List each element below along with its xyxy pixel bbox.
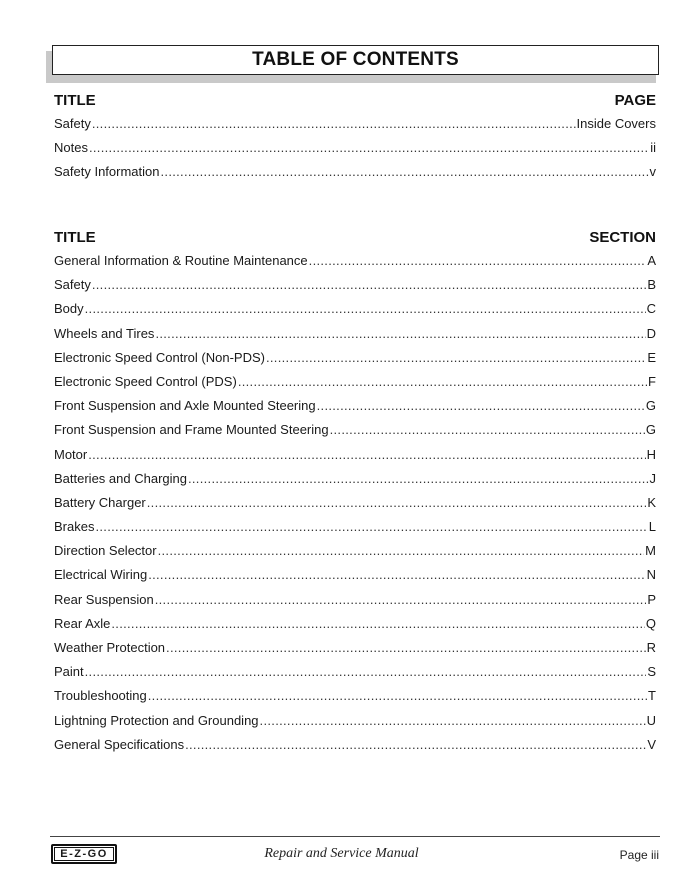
dot-leader <box>266 350 646 365</box>
toc-entry[interactable] <box>54 140 656 164</box>
toc-entry[interactable] <box>54 116 656 140</box>
front-matter-header <box>54 92 656 109</box>
toc-entry-label: Electronic Speed Control (Non-PDS) <box>54 349 265 365</box>
toc-entry-label: Wheels and Tires <box>54 325 155 341</box>
ezgo-logo-text: E-Z-GO <box>54 847 114 861</box>
dot-leader <box>188 471 649 486</box>
toc-entry[interactable] <box>54 277 656 301</box>
dot-leader <box>158 543 645 558</box>
dot-leader <box>185 737 646 752</box>
dot-leader <box>148 688 647 703</box>
toc-entry[interactable] <box>54 592 656 616</box>
toc-entry-ref: F <box>648 373 656 389</box>
toc-entry[interactable] <box>54 737 656 761</box>
toc-entry[interactable] <box>54 326 656 350</box>
toc-entry-ref: C <box>646 301 656 317</box>
toc-entry-ref: ii <box>650 140 656 156</box>
toc-entry-label: Electrical Wiring <box>54 567 148 583</box>
toc-entry[interactable] <box>54 253 656 277</box>
toc-entry-ref: R <box>646 640 656 655</box>
toc-entry-ref: T <box>648 688 656 704</box>
toc-entry-label: Motor <box>54 446 88 462</box>
sections-list <box>54 253 656 761</box>
toc-entry[interactable] <box>54 519 656 543</box>
page-number: Page iii <box>619 848 659 862</box>
toc-entry-label: Rear Axle <box>54 615 111 631</box>
toc-entry-label: Battery Charger <box>54 494 146 510</box>
dot-leader <box>317 398 645 413</box>
toc-entry-label: Electronic Speed Control (PDS) <box>54 373 237 389</box>
toc-entry-ref: S <box>647 664 656 680</box>
manual-title: Repair and Service Manual <box>264 846 419 861</box>
column-header-page: PAGE <box>614 92 656 109</box>
toc-entry[interactable] <box>54 543 656 567</box>
toc-entry-label: General Information & Routine Maintenance <box>54 253 308 268</box>
toc-entry-ref: E <box>647 349 656 365</box>
toc-entry-ref: D <box>646 325 656 341</box>
toc-entry-ref: B <box>647 277 656 293</box>
dot-leader <box>147 495 647 510</box>
toc-entry-label: Body <box>54 301 84 317</box>
toc-entry-label: Direction Selector <box>54 543 157 559</box>
toc-entry-ref: Inside Covers <box>576 116 656 131</box>
toc-entry-label: Front Suspension and Frame Mounted Steering <box>54 422 329 438</box>
toc-entry-label: Brakes <box>54 519 95 535</box>
toc-entry[interactable] <box>54 301 656 325</box>
toc-entry[interactable] <box>54 713 656 737</box>
toc-entry-label: Batteries and Charging <box>54 470 187 486</box>
toc-entry-ref: K <box>647 494 656 510</box>
toc-entry-label: Weather Protection <box>54 640 166 655</box>
toc-entry-ref: H <box>646 446 656 462</box>
toc-entry-label: Safety <box>54 116 91 131</box>
toc-entry-ref: N <box>646 567 656 583</box>
toc-entry[interactable] <box>54 495 656 519</box>
dot-leader <box>148 567 645 582</box>
toc-entry-label: Troubleshooting <box>54 688 147 704</box>
dot-leader <box>161 164 649 179</box>
toc-entry[interactable] <box>54 422 656 446</box>
column-header-title: TITLE <box>54 92 96 109</box>
toc-entry[interactable] <box>54 164 656 188</box>
page-title: TABLE OF CONTENTS <box>252 49 459 70</box>
dot-leader <box>155 592 647 607</box>
toc-entry-ref: G <box>645 398 656 414</box>
toc-entry[interactable] <box>54 471 656 495</box>
dot-leader <box>85 301 646 316</box>
column-header-title: TITLE <box>54 229 96 246</box>
toc-entry-ref: P <box>647 591 656 607</box>
toc-entry[interactable] <box>54 616 656 640</box>
toc-entry-ref: U <box>646 712 656 728</box>
toc-entry-label: Front Suspension and Axle Mounted Steering <box>54 398 316 414</box>
toc-entry[interactable] <box>54 664 656 688</box>
dot-leader <box>155 326 645 341</box>
dot-leader <box>95 519 647 534</box>
toc-entry[interactable] <box>54 640 656 664</box>
dot-leader <box>88 447 645 462</box>
toc-entry[interactable] <box>54 688 656 712</box>
column-header-section: SECTION <box>589 229 656 246</box>
dot-leader <box>238 374 647 389</box>
dot-leader <box>330 422 645 437</box>
toc-entry-label: Notes <box>54 140 88 156</box>
toc-entry[interactable] <box>54 350 656 374</box>
toc-entry[interactable] <box>54 447 656 471</box>
toc-entry-label: General Specifications <box>54 736 185 752</box>
dot-leader <box>92 277 646 292</box>
dot-leader <box>260 713 646 728</box>
toc-entry[interactable] <box>54 374 656 398</box>
toc-entry-label: Paint <box>54 664 84 680</box>
dot-leader <box>111 616 645 631</box>
footer-divider <box>50 836 660 837</box>
toc-entry-label: Safety <box>54 277 91 293</box>
toc-entry-ref: v <box>649 164 656 180</box>
dot-leader <box>166 640 646 655</box>
dot-leader <box>92 116 576 131</box>
front-matter-list <box>54 116 656 189</box>
toc-entry-ref: A <box>647 253 656 268</box>
toc-entry-ref: V <box>647 736 656 752</box>
toc-entry[interactable] <box>54 567 656 591</box>
dot-leader <box>85 664 647 679</box>
sections-header <box>54 229 656 246</box>
dot-leader <box>89 140 649 155</box>
title-box <box>52 45 659 75</box>
toc-entry-ref: J <box>649 470 656 486</box>
toc-entry-ref: L <box>648 519 656 535</box>
toc-entry[interactable] <box>54 398 656 422</box>
toc-entry-label: Lightning Protection and Grounding <box>54 712 259 728</box>
toc-entry-label: Rear Suspension <box>54 591 154 607</box>
dot-leader <box>309 253 647 268</box>
toc-entry-ref: G <box>645 422 656 438</box>
toc-entry-label: Safety Information <box>54 164 160 180</box>
toc-entry-ref: Q <box>645 615 656 631</box>
toc-entry-ref: M <box>645 543 656 559</box>
